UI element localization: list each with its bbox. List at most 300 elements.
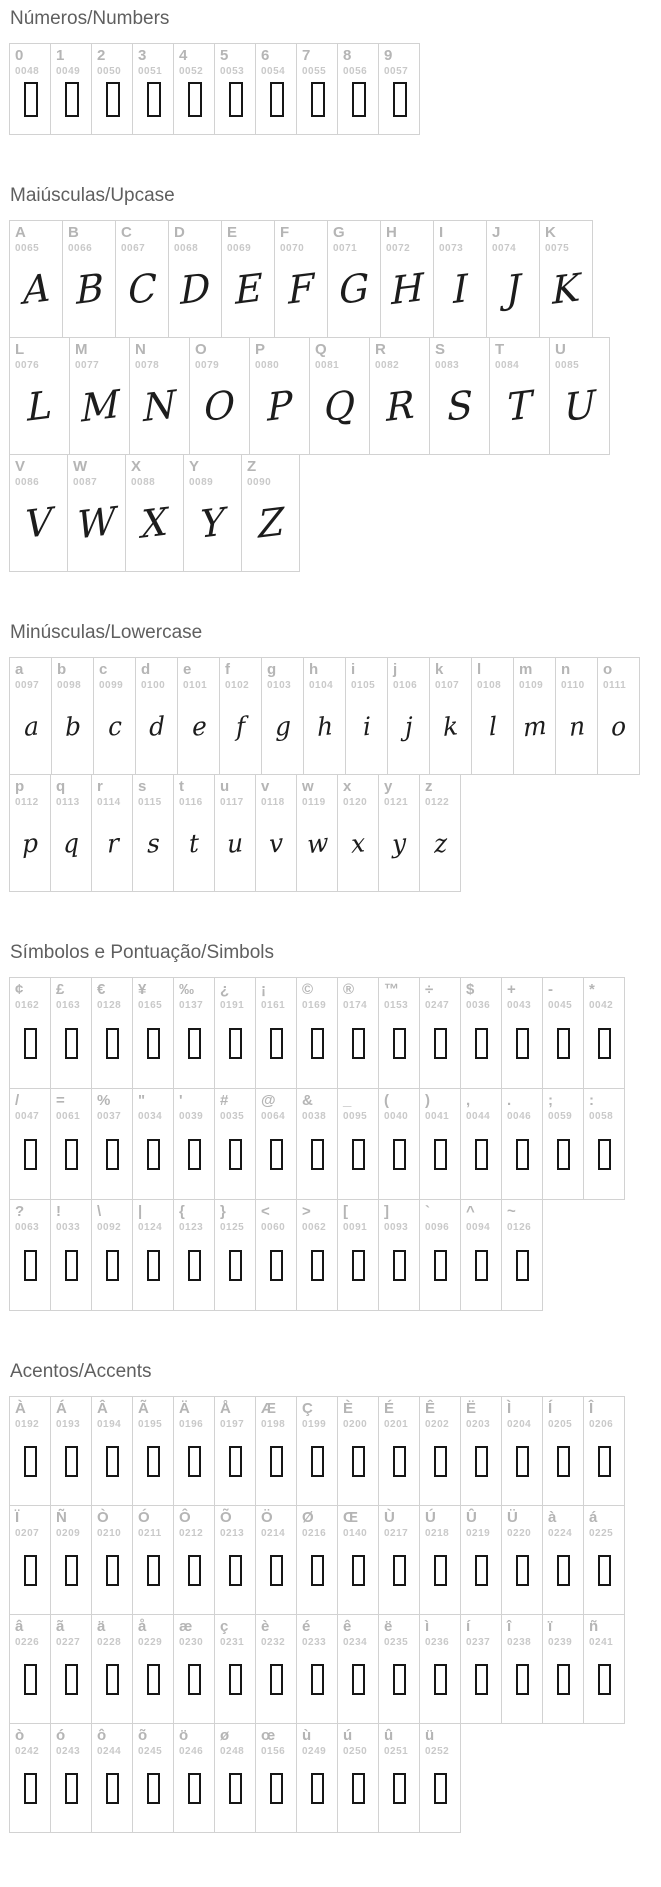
glyph-cell-0205 <box>542 1396 584 1506</box>
glyph-cell-0128 <box>91 977 133 1089</box>
cell-unicode-label: 0217 <box>384 1527 409 1539</box>
glyph-preview <box>220 1757 255 1832</box>
cell-unicode-label: 0034 <box>138 1110 163 1122</box>
cell-unicode-label: 0099 <box>99 679 124 691</box>
glyph-cell-0095 <box>337 1088 379 1200</box>
missing-glyph-box <box>516 1139 529 1170</box>
cell-char-label: Á <box>56 1400 67 1417</box>
missing-glyph-box <box>270 1773 283 1804</box>
glyph-cell-0109 <box>513 657 556 775</box>
cell-char-label: ‰ <box>179 981 194 998</box>
glyph-cell-0165 <box>132 977 174 1089</box>
glyph-cell-0108 <box>471 657 514 775</box>
cell-unicode-label: 0110 <box>561 679 585 691</box>
glyph-row <box>9 774 661 892</box>
glyph-cell-0104 <box>303 657 346 775</box>
cell-char-label: û <box>384 1727 394 1744</box>
glyph-cell-0250 <box>337 1723 379 1833</box>
cell-char-label: j <box>393 661 398 678</box>
missing-glyph-box <box>393 1139 406 1170</box>
glyph-cell-0153 <box>378 977 420 1089</box>
cell-unicode-label: 0233 <box>302 1636 327 1648</box>
glyph-preview <box>15 77 50 134</box>
cell-unicode-label: 0088 <box>131 476 156 488</box>
missing-glyph-box <box>352 1446 365 1477</box>
script-glyph: P <box>266 382 294 431</box>
cell-unicode-label: 0104 <box>309 679 334 691</box>
script-glyph: F <box>288 265 315 314</box>
glyph-preview <box>343 1539 378 1614</box>
cell-unicode-label: 0205 <box>548 1418 573 1430</box>
glyph-preview <box>302 1539 337 1614</box>
glyph-cell-0047 <box>9 1088 51 1200</box>
cell-char-label: ; <box>548 1092 553 1109</box>
glyph-preview <box>97 1233 132 1310</box>
glyph-cell-0237 <box>460 1614 502 1724</box>
glyph-cell-0076 <box>9 337 70 455</box>
glyph-cell-0217 <box>378 1505 420 1615</box>
cell-char-label: î <box>507 1618 512 1635</box>
cell-unicode-label: 0081 <box>315 359 340 371</box>
glyph-cell-0192 <box>9 1396 51 1506</box>
section-title-symbols: Símbolos e Pontuação/Simbols <box>10 942 275 963</box>
missing-glyph-box <box>106 1446 119 1477</box>
glyph-cell-0062 <box>296 1199 338 1311</box>
cell-char-label: I <box>439 224 444 241</box>
glyph-preview <box>15 371 69 454</box>
glyph-cell-0088 <box>125 454 184 572</box>
missing-glyph-box <box>147 1446 160 1477</box>
glyph-preview <box>343 1430 378 1505</box>
section-numbers <box>9 8 661 135</box>
missing-glyph-box <box>147 1250 160 1281</box>
missing-glyph-box <box>475 1555 488 1586</box>
cell-unicode-label: 0109 <box>519 679 544 691</box>
cell-char-label: ) <box>425 1092 430 1109</box>
missing-glyph-box <box>147 1555 160 1586</box>
glyph-preview <box>267 691 303 774</box>
missing-glyph-box <box>516 1250 529 1281</box>
cell-char-label: è <box>261 1618 270 1635</box>
glyph-preview <box>548 1648 583 1723</box>
glyph-preview <box>507 1011 542 1088</box>
glyph-preview <box>302 1122 337 1199</box>
cell-unicode-label: 0250 <box>343 1745 368 1757</box>
cell-char-label: " <box>138 1092 146 1109</box>
missing-glyph-box <box>475 1446 488 1477</box>
cell-char-label: { <box>179 1203 185 1220</box>
glyph-preview <box>227 254 274 337</box>
glyph-preview <box>220 1539 255 1614</box>
missing-glyph-box <box>475 1028 488 1059</box>
glyph-preview <box>477 691 513 774</box>
glyph-cell-0227 <box>50 1614 92 1724</box>
cell-unicode-label: 0071 <box>333 242 358 254</box>
glyph-cell-0115 <box>132 774 174 892</box>
cell-char-label: Ù <box>384 1509 395 1526</box>
glyph-preview <box>603 691 639 774</box>
glyph-preview <box>495 371 549 454</box>
cell-unicode-label: 0229 <box>138 1636 163 1648</box>
glyph-cell-0081 <box>309 337 370 455</box>
glyph-cell-0249 <box>296 1723 338 1833</box>
glyph-cell-0055 <box>296 43 338 135</box>
glyph-cell-0044 <box>460 1088 502 1200</box>
cell-char-label: } <box>220 1203 226 1220</box>
cell-char-label: U <box>555 341 566 358</box>
missing-glyph-box <box>188 1139 201 1170</box>
glyph-cell-0066 <box>62 220 116 338</box>
missing-glyph-box <box>516 1555 529 1586</box>
cell-char-label: ( <box>384 1092 389 1109</box>
cell-unicode-label: 0066 <box>68 242 93 254</box>
glyph-preview <box>56 1233 91 1310</box>
glyph-preview <box>351 691 387 774</box>
cell-char-label: ê <box>343 1618 352 1635</box>
missing-glyph-box <box>475 1664 488 1695</box>
glyph-preview <box>343 1011 378 1088</box>
glyph-preview <box>589 1011 624 1088</box>
glyph-cell-0106 <box>387 657 430 775</box>
cell-char-label: i <box>351 661 356 678</box>
cell-char-label: 4 <box>179 47 188 64</box>
cell-unicode-label: 0057 <box>384 65 409 77</box>
script-glyph: I <box>452 266 469 313</box>
glyph-cell-0174 <box>337 977 379 1089</box>
glyph-cell-0041 <box>419 1088 461 1200</box>
script-glyph: W <box>77 498 117 548</box>
glyph-cell-0169 <box>296 977 338 1089</box>
glyph-cell-0084 <box>489 337 550 455</box>
cell-char-label: ì <box>425 1618 430 1635</box>
missing-glyph-box <box>65 1664 78 1695</box>
glyph-cell-0103 <box>261 657 304 775</box>
cell-unicode-label: 0174 <box>343 999 368 1011</box>
cell-char-label: * <box>589 981 595 998</box>
glyph-preview <box>548 1122 583 1199</box>
cell-unicode-label: 0037 <box>97 1110 122 1122</box>
cell-unicode-label: 0156 <box>261 1745 286 1757</box>
glyph-row <box>9 454 661 572</box>
cell-unicode-label: 0214 <box>261 1527 286 1539</box>
script-glyph: E <box>234 265 263 314</box>
cell-unicode-label: 0219 <box>466 1527 491 1539</box>
glyph-cell-0033 <box>50 1199 92 1311</box>
cell-char-label: v <box>261 778 270 795</box>
cell-unicode-label: 0126 <box>507 1221 532 1233</box>
cell-unicode-label: 0207 <box>15 1527 40 1539</box>
glyph-preview <box>384 1539 419 1614</box>
glyph-preview <box>384 1122 419 1199</box>
glyph-preview <box>548 1011 583 1088</box>
cell-unicode-label: 0076 <box>15 359 40 371</box>
cell-char-label: F <box>280 224 290 241</box>
cell-char-label: p <box>15 778 25 795</box>
missing-glyph-box <box>229 1773 242 1804</box>
glyph-cell-0048 <box>9 43 51 135</box>
cell-char-label: Ñ <box>56 1509 67 1526</box>
cell-char-label: P <box>255 341 266 358</box>
glyph-preview <box>179 1757 214 1832</box>
glyph-cell-0080 <box>249 337 310 455</box>
glyph-preview <box>121 254 168 337</box>
missing-glyph-box <box>188 1250 201 1281</box>
glyph-cell-0225 <box>583 1505 625 1615</box>
cell-char-label: x <box>343 778 352 795</box>
missing-glyph-box <box>65 1555 78 1586</box>
glyph-cell-0045 <box>542 977 584 1089</box>
glyph-preview <box>15 488 67 571</box>
script-glyph: L <box>27 382 53 431</box>
cell-unicode-label: 0249 <box>302 1745 327 1757</box>
glyph-preview <box>138 1648 173 1723</box>
cell-unicode-label: 0122 <box>425 796 450 808</box>
missing-glyph-box <box>106 1139 119 1170</box>
cell-unicode-label: 0050 <box>97 65 122 77</box>
cell-char-label: X <box>131 458 142 475</box>
cell-char-label: Å <box>220 1400 231 1417</box>
cell-char-label: 0 <box>15 47 24 64</box>
glyph-preview <box>384 1648 419 1723</box>
cell-unicode-label: 0053 <box>220 65 245 77</box>
cell-char-label: ó <box>56 1727 66 1744</box>
glyph-cell-0113 <box>50 774 92 892</box>
cell-unicode-label: 0140 <box>343 1527 368 1539</box>
glyph-preview <box>135 371 189 454</box>
glyph-preview <box>56 1648 91 1723</box>
script-glyph: l <box>488 711 498 742</box>
cell-char-label: m <box>519 661 533 678</box>
cell-char-label: ë <box>384 1618 393 1635</box>
glyph-row <box>9 1614 661 1724</box>
glyph-cell-0035 <box>214 1088 256 1200</box>
glyph-cell-0101 <box>177 657 220 775</box>
glyph-cell-0064 <box>255 1088 297 1200</box>
cell-char-label: & <box>302 1092 313 1109</box>
cell-char-label: æ <box>179 1618 193 1635</box>
cell-unicode-label: 0245 <box>138 1745 163 1757</box>
glyph-cell-0209 <box>50 1505 92 1615</box>
glyph-preview <box>56 1757 91 1832</box>
glyph-preview <box>302 1648 337 1723</box>
glyph-preview <box>589 1648 624 1723</box>
glyph-preview <box>220 1011 255 1088</box>
missing-glyph-box <box>598 1446 611 1477</box>
missing-glyph-box <box>434 1250 447 1281</box>
glyph-cell-0038 <box>296 1088 338 1200</box>
cell-char-label: G <box>333 224 345 241</box>
cell-unicode-label: 0052 <box>179 65 204 77</box>
glyph-preview <box>384 1757 419 1832</box>
glyph-cell-0111 <box>597 657 640 775</box>
cell-unicode-label: 0083 <box>435 359 460 371</box>
cell-char-label: à <box>548 1509 557 1526</box>
glyph-cell-0037 <box>91 1088 133 1200</box>
glyph-preview <box>466 1011 501 1088</box>
glyph-preview <box>280 254 327 337</box>
cell-unicode-label: 0058 <box>589 1110 614 1122</box>
script-glyph: B <box>75 265 104 314</box>
glyph-cell-0224 <box>542 1505 584 1615</box>
glyph-preview <box>261 1430 296 1505</box>
cell-char-label: ¢ <box>15 981 24 998</box>
cell-char-label: _ <box>343 1092 352 1109</box>
cell-unicode-label: 0039 <box>179 1110 204 1122</box>
glyph-preview <box>386 254 433 337</box>
missing-glyph-box <box>229 1555 242 1586</box>
glyph-preview <box>97 77 132 134</box>
cell-char-label: Œ <box>343 1509 358 1526</box>
cell-unicode-label: 0082 <box>375 359 400 371</box>
missing-glyph-box <box>434 1664 447 1695</box>
glyph-cell-0234 <box>337 1614 379 1724</box>
cell-unicode-label: 0069 <box>227 242 252 254</box>
glyph-preview <box>548 1539 583 1614</box>
cell-char-label: ô <box>97 1727 107 1744</box>
cell-unicode-label: 0075 <box>545 242 570 254</box>
missing-glyph-box <box>393 1446 406 1477</box>
glyph-preview <box>425 808 460 891</box>
missing-glyph-box <box>24 1446 37 1477</box>
cell-char-label: L <box>15 341 25 358</box>
glyph-cell-0085 <box>549 337 610 455</box>
glyph-preview <box>261 1122 296 1199</box>
glyph-cell-0206 <box>583 1396 625 1506</box>
glyph-cell-0068 <box>168 220 222 338</box>
missing-glyph-box <box>311 1773 324 1804</box>
script-glyph: t <box>189 828 200 859</box>
glyph-row <box>9 1088 661 1200</box>
missing-glyph-box <box>106 1773 119 1804</box>
glyph-cell-0252 <box>419 1723 461 1833</box>
glyph-cell-0245 <box>132 1723 174 1833</box>
glyph-cell-0119 <box>296 774 338 892</box>
glyph-preview <box>97 808 132 891</box>
cell-char-label: Î <box>589 1400 594 1417</box>
cell-char-label: ø <box>220 1727 230 1744</box>
glyph-preview <box>302 808 337 891</box>
cell-char-label: k <box>435 661 444 678</box>
script-glyph: c <box>107 710 123 742</box>
cell-unicode-label: 0089 <box>189 476 214 488</box>
missing-glyph-box <box>557 1028 570 1059</box>
glyph-cell-0202 <box>419 1396 461 1506</box>
cell-char-label: s <box>138 778 147 795</box>
glyph-cell-0156 <box>255 1723 297 1833</box>
cell-char-label: K <box>545 224 556 241</box>
glyph-cell-0203 <box>460 1396 502 1506</box>
glyph-cell-0236 <box>419 1614 461 1724</box>
missing-glyph-box <box>516 1664 529 1695</box>
glyph-preview <box>589 1122 624 1199</box>
script-glyph: S <box>446 382 474 431</box>
cell-unicode-label: 0232 <box>261 1636 286 1648</box>
glyph-cell-0051 <box>132 43 174 135</box>
glyph-preview <box>466 1122 501 1199</box>
glyph-cell-0057 <box>378 43 420 135</box>
cell-unicode-label: 0169 <box>302 999 327 1011</box>
glyph-cell-0246 <box>173 1723 215 1833</box>
cell-char-label: € <box>97 981 106 998</box>
script-glyph: z <box>433 827 448 859</box>
cell-unicode-label: 0252 <box>425 1745 450 1757</box>
glyph-cell-0089 <box>183 454 242 572</box>
script-glyph: d <box>148 710 166 742</box>
cell-unicode-label: 0119 <box>302 796 326 808</box>
script-glyph: A <box>22 265 51 314</box>
cell-char-label: b <box>57 661 67 678</box>
glyph-cell-0107 <box>429 657 472 775</box>
cell-char-label: Í <box>548 1400 553 1417</box>
cell-char-label: Y <box>189 458 200 475</box>
script-glyph: n <box>568 710 586 742</box>
glyph-cell-0063 <box>9 1199 51 1311</box>
cell-unicode-label: 0112 <box>15 796 39 808</box>
section-title-accents: Acentos/Accents <box>10 1361 152 1382</box>
cell-char-label: á <box>589 1509 598 1526</box>
cell-char-label: H <box>386 224 397 241</box>
cell-unicode-label: 0065 <box>15 242 40 254</box>
glyph-preview <box>15 808 50 891</box>
missing-glyph-box <box>434 1139 447 1170</box>
cell-unicode-label: 0117 <box>220 796 244 808</box>
glyph-preview <box>15 1011 50 1088</box>
cell-unicode-label: 0251 <box>384 1745 409 1757</box>
cell-char-label: u <box>220 778 230 795</box>
glyph-preview <box>519 691 555 774</box>
cell-char-label: é <box>302 1618 311 1635</box>
cell-char-label: Ô <box>179 1509 191 1526</box>
cell-char-label: ^ <box>466 1203 475 1220</box>
cell-char-label: o <box>603 661 613 678</box>
glyph-cell-0120 <box>337 774 379 892</box>
glyph-preview <box>466 1648 501 1723</box>
missing-glyph-box <box>147 1664 160 1695</box>
missing-glyph-box <box>270 1555 283 1586</box>
glyph-preview <box>384 1011 419 1088</box>
cell-unicode-label: 0062 <box>302 1221 327 1233</box>
glyph-cell-0230 <box>173 1614 215 1724</box>
cell-unicode-label: 0137 <box>179 999 204 1011</box>
script-glyph: M <box>80 381 120 431</box>
cell-char-label: Ó <box>138 1509 150 1526</box>
glyph-preview <box>97 1122 132 1199</box>
glyph-preview <box>220 77 255 134</box>
glyph-cell-0194 <box>91 1396 133 1506</box>
cell-char-label: V <box>15 458 26 475</box>
glyph-preview <box>309 691 345 774</box>
cell-char-label: $ <box>466 981 475 998</box>
glyph-preview <box>195 371 249 454</box>
glyph-preview <box>425 1430 460 1505</box>
missing-glyph-box <box>24 1028 37 1059</box>
glyph-preview <box>261 808 296 891</box>
missing-glyph-box <box>106 1250 119 1281</box>
missing-glyph-box <box>188 1773 201 1804</box>
cell-unicode-label: 0060 <box>261 1221 286 1233</box>
glyph-preview <box>261 1539 296 1614</box>
script-glyph: y <box>392 827 407 859</box>
script-glyph: Q <box>324 382 356 431</box>
glyph-preview <box>97 1757 132 1832</box>
missing-glyph-box <box>516 1446 529 1477</box>
glyph-preview <box>97 1430 132 1505</box>
cell-char-label: â <box>15 1618 24 1635</box>
cell-char-label: å <box>138 1618 147 1635</box>
cell-unicode-label: 0231 <box>220 1636 245 1648</box>
missing-glyph-box <box>475 1139 488 1170</box>
missing-glyph-box <box>311 1250 324 1281</box>
